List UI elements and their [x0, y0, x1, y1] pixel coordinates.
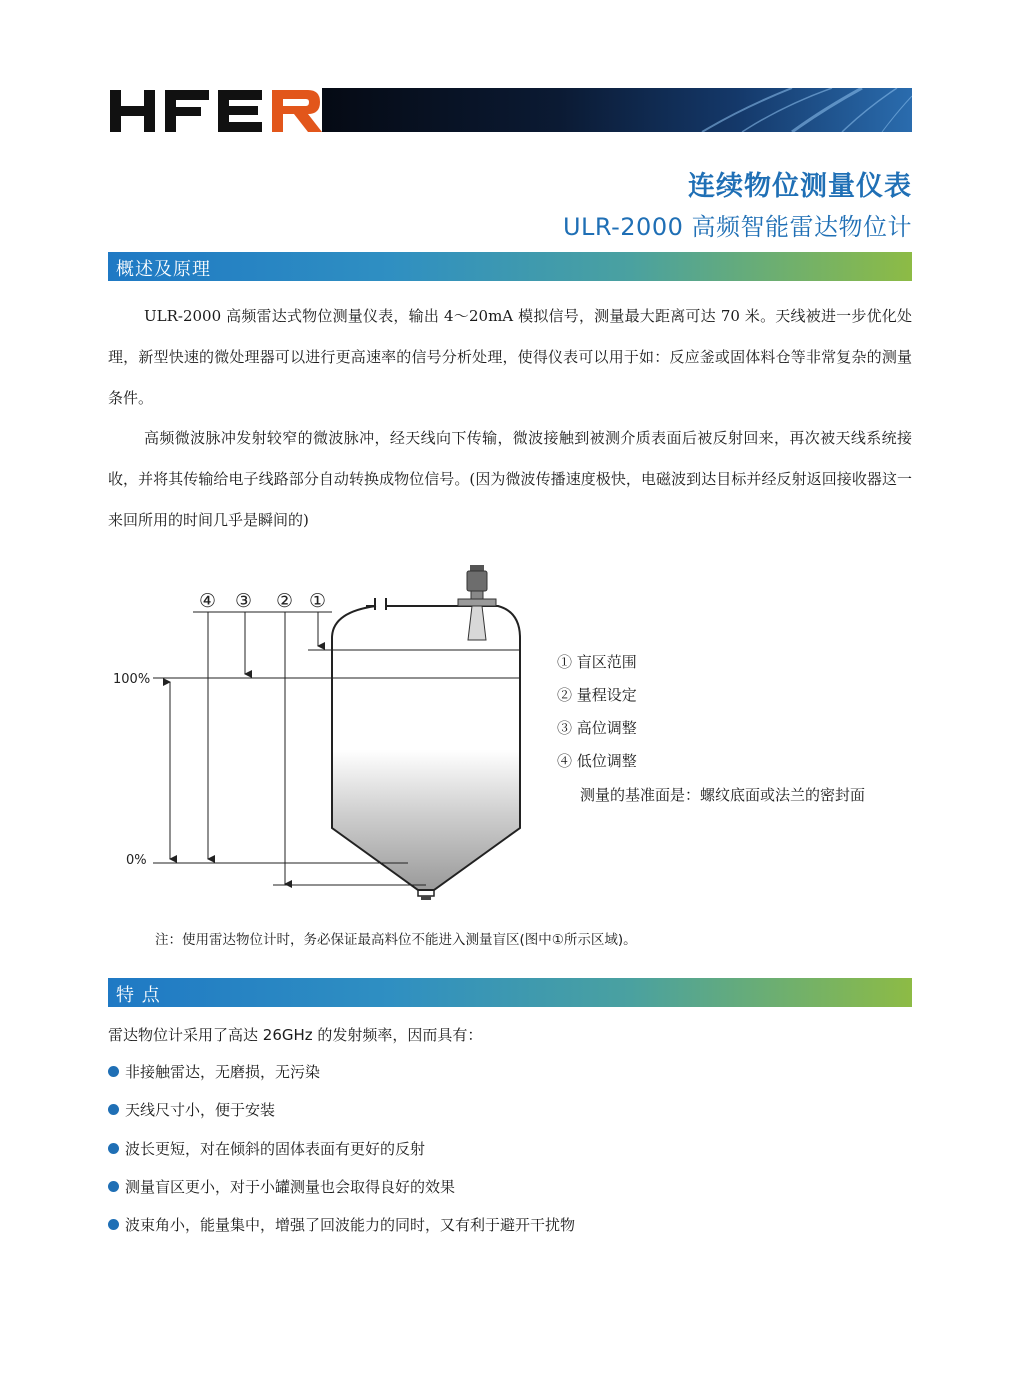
- feature-text: 波束角小，能量集中，增强了回波能力的同时，又有利于避开干扰物: [125, 1216, 576, 1234]
- marker-1: ①: [309, 590, 327, 612]
- features-intro: 雷达物位计采用了高达 26GHz 的发射频率，因而具有：: [108, 1026, 483, 1044]
- marker-labels: [199, 590, 326, 612]
- marker-4: ④: [199, 590, 217, 612]
- feature-item: [108, 1214, 575, 1235]
- feature-text: 天线尺寸小，便于安装: [125, 1101, 276, 1119]
- radar-level-diagram: [108, 560, 912, 920]
- feature-item: [108, 1099, 275, 1120]
- bullet-icon: [108, 1104, 119, 1115]
- hfer-logo: [108, 84, 328, 136]
- marker-3: ③: [235, 590, 253, 612]
- page-title: 连续物位测量仪表: [688, 171, 912, 202]
- reference-plane-note: 测量的基准面是：螺纹底面或法兰的密封面: [580, 786, 866, 804]
- feature-item: [108, 1176, 455, 1197]
- material-fill: [332, 750, 520, 890]
- feature-text: 非接触雷达，无磨损，无污染: [125, 1063, 321, 1081]
- section-features-bar: [108, 978, 912, 1007]
- label-0-percent: 0%: [126, 853, 147, 868]
- bullet-icon: [108, 1066, 119, 1077]
- banner-decoration: [322, 88, 912, 132]
- overview-paragraph-2: 高频微波脉冲发射较窄的微波脉冲，经天线向下传输，微波接触到被测介质表面后被反射回来，再次被天线系统接收，并将其传输给电子线路部分自动转换成物位信号。(因为微波传播速度极快，电磁波到达目标并经反射返回接收器这一来回所用的时间几乎是瞬间的): [108, 429, 912, 529]
- section-overview-bar: [108, 252, 912, 281]
- radar-sensor-icon: [458, 565, 496, 640]
- page-subtitle: ULR-2000 高频智能雷达物位计: [562, 213, 912, 241]
- legend-low-adjust: ④ 低位调整: [557, 752, 637, 770]
- legend-high-adjust: ③ 高位调整: [557, 719, 637, 737]
- usage-note: 注：使用雷达物位计时，务必保证最高料位不能进入测量盲区(图中①所示区域)。: [155, 932, 637, 948]
- feature-item: [108, 1061, 320, 1082]
- legend-range-setting: ② 量程设定: [557, 686, 637, 704]
- feature-item: [108, 1138, 425, 1159]
- marker-2: ②: [276, 590, 294, 612]
- feature-text: 波长更短，对在倾斜的固体表面有更好的反射: [125, 1140, 426, 1158]
- tank-diagram: [108, 560, 912, 920]
- header-banner: [322, 88, 912, 132]
- hfer-logo-graphic: [108, 84, 328, 136]
- bullet-icon: [108, 1219, 119, 1230]
- section-overview-title: 概述及原理: [116, 259, 211, 280]
- legend-blind-zone: ① 盲区范围: [557, 653, 637, 671]
- overview-paragraph-1: ULR-2000 高频雷达式物位测量仪表，输出 4～20mA 模拟信号，测量最大距离可达 70 米。天线被进一步优化处理，新型快速的微处理器可以进行更高速率的信号分析处理，使得仪表可以用于如：反应釜或固体料仓等非常复杂的测量条件。: [108, 307, 912, 407]
- bullet-icon: [108, 1181, 119, 1192]
- feature-text: 测量盲区更小，对于小罐测量也会取得良好的效果: [125, 1178, 456, 1196]
- label-100-percent: 100%: [113, 672, 151, 687]
- section-features-title: 特 点: [116, 985, 161, 1006]
- bullet-icon: [108, 1143, 119, 1154]
